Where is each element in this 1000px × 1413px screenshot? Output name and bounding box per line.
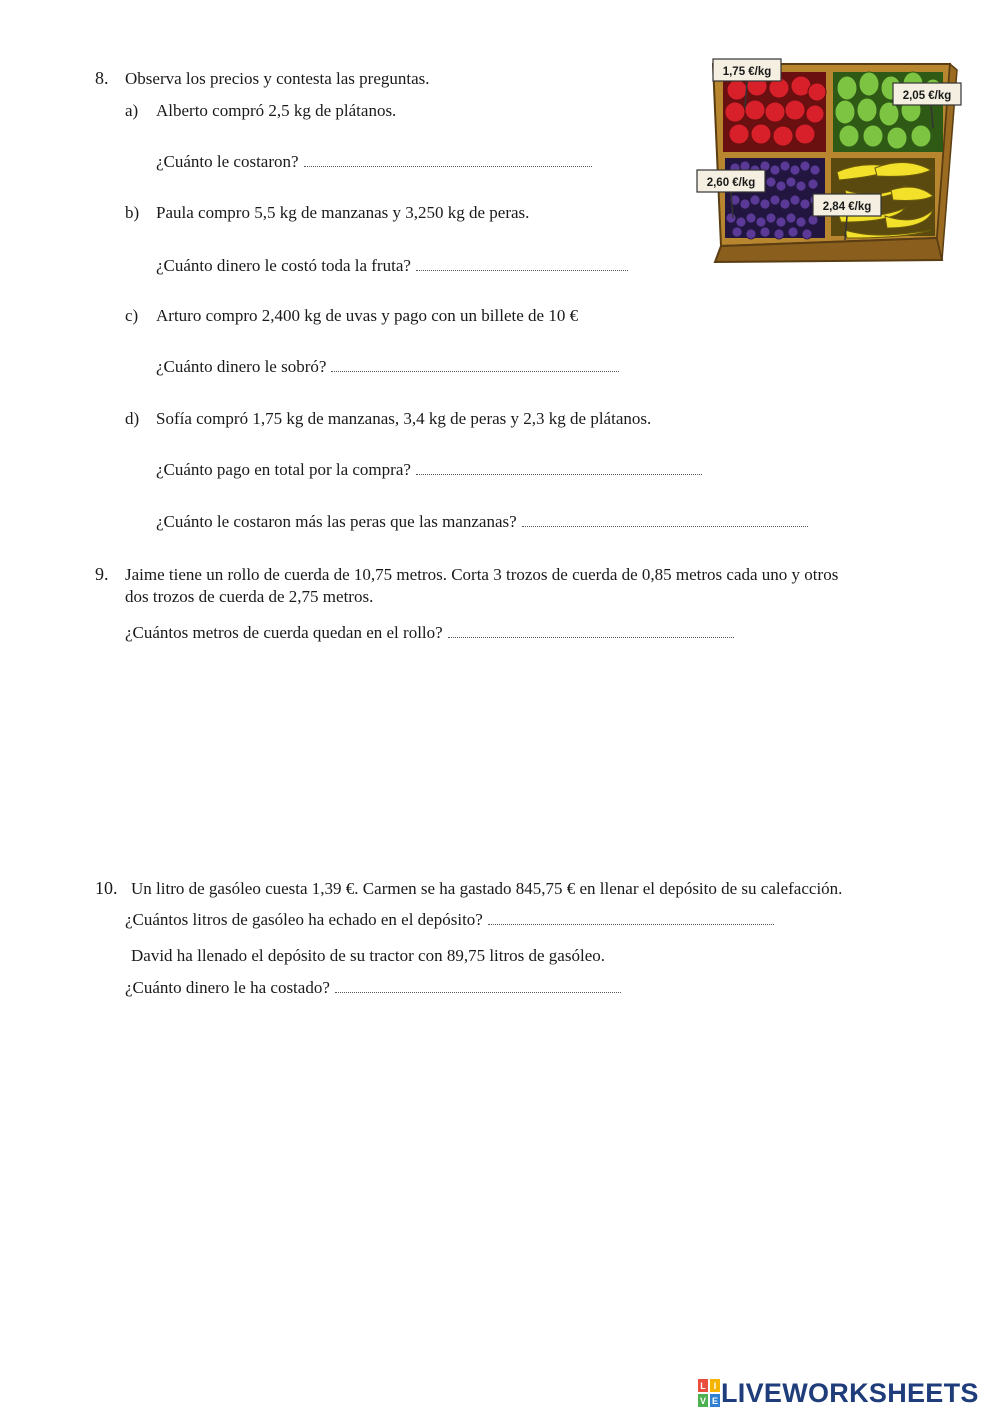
- q8a-question-row: [156, 152, 592, 172]
- q8b-letter: b): [125, 203, 140, 222]
- svg-text:V: V: [699, 1396, 707, 1406]
- q8b-answer-line[interactable]: [416, 269, 628, 271]
- q8a-question: ¿Cuánto le costaron?: [156, 152, 299, 171]
- q8d-letter: d): [125, 409, 140, 428]
- q10-question1: ¿Cuántos litros de gasóleo ha echado en el depósito?: [125, 910, 483, 929]
- q8-number: 8.: [95, 68, 109, 88]
- price-pears: 2,05 €/kg: [902, 90, 952, 102]
- q8b-question-row: [156, 256, 628, 276]
- q10-question2: ¿Cuánto dinero le ha costado?: [125, 978, 330, 997]
- svg-text:I: I: [713, 1381, 717, 1391]
- q8c-letter: c): [125, 306, 139, 325]
- q9-line1: Jaime tiene un rollo de cuerda de 10,75 metros. Corta 3 trozos de cuerda de 0,85 metros cada uno y otros: [125, 565, 839, 584]
- price-bananas: 2,84 €/kg: [822, 201, 872, 213]
- price-grapes: 2,60 €/kg: [706, 177, 756, 189]
- q8c-question-row: [156, 357, 619, 377]
- q8d-text: Sofía compró 1,75 kg de manzanas, 3,4 kg de peras y 2,3 kg de plátanos.: [156, 409, 652, 428]
- price-apples: 1,75 €/kg: [722, 66, 772, 78]
- q8d-answer1-line[interactable]: [416, 473, 702, 475]
- q8d-question1: ¿Cuánto pago en total por la compra?: [156, 460, 411, 479]
- q8d-question2: ¿Cuánto le costaron más las peras que las manzanas?: [156, 512, 517, 531]
- svg-text:L: L: [700, 1381, 706, 1391]
- logo-badge-icon: [697, 1378, 721, 1408]
- q8-intro: Observa los precios y contesta las preguntas.: [125, 69, 430, 88]
- q8a-letter: a): [125, 101, 139, 120]
- q8a-text: Alberto compró 2,5 kg de plátanos.: [156, 101, 397, 120]
- q8d-question1-row: [156, 460, 702, 480]
- q10-question1-row: [125, 910, 774, 930]
- q8c-text: Arturo compro 2,400 kg de uvas y pago con un billete de 10 €: [156, 306, 579, 325]
- q10-number: 10.: [95, 878, 118, 898]
- q10-text2: David ha llenado el depósito de su tractor con 89,75 litros de gasóleo.: [131, 946, 605, 965]
- q8d-answer2-line[interactable]: [522, 525, 808, 527]
- q8c-answer-line[interactable]: [331, 370, 619, 372]
- q8c-question: ¿Cuánto dinero le sobró?: [156, 357, 327, 376]
- q9-answer-line[interactable]: [448, 636, 734, 638]
- q10-answer2-line[interactable]: [335, 991, 621, 993]
- q9-line2: dos trozos de cuerda de 2,75 metros.: [125, 587, 374, 606]
- logo-text: LIVEWORKSHEETS: [721, 1377, 979, 1408]
- apples: [725, 76, 826, 146]
- q9-question-row: [125, 623, 734, 643]
- q10-answer1-line[interactable]: [488, 923, 774, 925]
- q10-text: Un litro de gasóleo cuesta 1,39 €. Carmen se ha gastado 845,75 € en llenar el depósito de su calefacción.: [131, 879, 843, 898]
- q8a-answer-line[interactable]: [304, 165, 592, 167]
- q10-question2-row: [125, 978, 621, 998]
- svg-text:E: E: [711, 1396, 719, 1406]
- q8d-question2-row: [156, 512, 808, 532]
- q9-number: 9.: [95, 564, 109, 584]
- q9-question: ¿Cuántos metros de cuerda quedan en el rollo?: [125, 623, 443, 642]
- liveworksheets-logo[interactable]: [697, 1376, 979, 1410]
- q8b-text: Paula compro 5,5 kg de manzanas y 3,250 kg de peras.: [156, 203, 530, 222]
- fruit-crate-image: [695, 50, 965, 270]
- q8b-question: ¿Cuánto dinero le costó toda la fruta?: [156, 256, 411, 275]
